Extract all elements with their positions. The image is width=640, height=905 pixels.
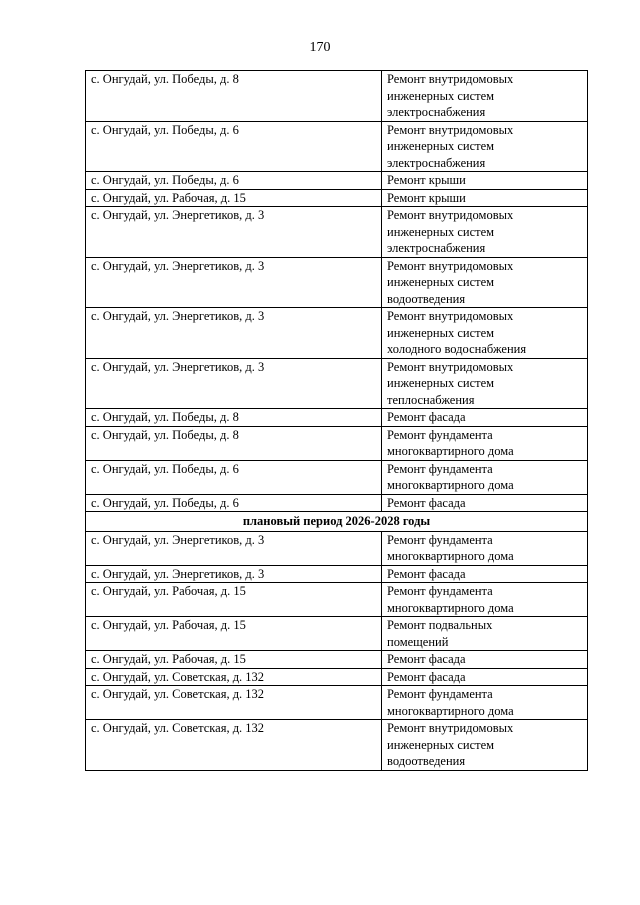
repair-works-table — [85, 70, 588, 771]
address-text: с. Онгудай, ул. Победы, д. 6 — [91, 122, 239, 137]
work-type-cell — [382, 257, 588, 308]
work-type-text: Ремонт крыши — [387, 173, 466, 187]
address-cell — [86, 409, 382, 427]
table-row — [86, 257, 588, 308]
page-number: 170 — [309, 40, 331, 55]
work-type-cell — [382, 494, 588, 512]
table-row — [86, 565, 588, 583]
address-text: с. Онгудай, ул. Рабочая, д. 15 — [91, 652, 246, 666]
work-type-text: Ремонт подвальных помещений — [387, 618, 493, 649]
address-text: с. Онгудай, ул. Победы, д. 8 — [91, 410, 239, 424]
address-text: с. Онгудай, ул. Энергетиков, д. 3 — [91, 359, 265, 374]
address-cell — [86, 651, 382, 669]
section-title: плановый период 2026-2028 годы — [86, 512, 588, 532]
work-type-cell — [382, 358, 588, 409]
address-text: с. Онгудай, ул. Советская, д. 132 — [91, 721, 265, 735]
work-type-cell — [382, 460, 588, 494]
table-row — [86, 617, 588, 651]
work-type-text: Ремонт фундамента многоквартирного дома — [387, 687, 514, 718]
address-text: с. Онгудай, ул. Победы, д. 8 — [91, 427, 239, 442]
work-type-cell — [382, 189, 588, 207]
table-row — [86, 668, 588, 686]
table-row — [86, 686, 588, 720]
work-type-cell — [382, 720, 588, 771]
work-type-text: Ремонт крыши — [387, 190, 466, 205]
address-cell — [86, 668, 382, 686]
work-type-text: Ремонт внутридомовых инженерных систем электроснабжения — [387, 208, 514, 255]
work-type-cell — [382, 617, 588, 651]
table-row — [86, 189, 588, 207]
address-text: с. Онгудай, ул. Победы, д. 6 — [91, 461, 239, 476]
address-text: с. Онгудай, ул. Энергетиков, д. 3 — [91, 258, 265, 273]
table-row — [86, 71, 588, 122]
work-type-cell — [382, 409, 588, 427]
work-type-cell — [382, 531, 588, 565]
address-text: с. Онгудай, ул. Победы, д. 6 — [91, 495, 239, 510]
work-type-text: Ремонт внутридомовых инженерных систем электроснабжения — [387, 122, 514, 170]
address-text: с. Онгудай, ул. Энергетиков, д. 3 — [91, 532, 265, 547]
table-row — [86, 651, 588, 669]
work-type-cell — [382, 426, 588, 460]
table-row — [86, 121, 588, 172]
address-text: с. Онгудай, ул. Рабочая, д. 15 — [91, 584, 246, 598]
work-type-text: Ремонт внутридомовых инженерных систем холодного водоснабжения — [387, 309, 527, 356]
address-cell — [86, 720, 382, 771]
work-type-text: Ремонт фундамента многоквартирного дома — [387, 461, 514, 492]
address-text: с. Онгудай, ул. Рабочая, д. 15 — [91, 190, 246, 205]
address-text: с. Онгудай, ул. Рабочая, д. 15 — [91, 618, 246, 632]
work-type-cell — [382, 121, 588, 172]
table-row — [86, 308, 588, 359]
work-type-text: Ремонт фасада — [387, 566, 466, 581]
address-cell — [86, 460, 382, 494]
address-cell — [86, 257, 382, 308]
work-type-text: Ремонт фасада — [387, 669, 466, 684]
address-cell — [86, 426, 382, 460]
work-type-text: Ремонт фундамента многоквартирного дома — [387, 427, 514, 458]
address-cell — [86, 531, 382, 565]
work-type-cell — [382, 565, 588, 583]
address-cell — [86, 172, 382, 190]
address-cell — [86, 686, 382, 720]
work-type-cell — [382, 583, 588, 617]
table-row — [86, 494, 588, 512]
table-row — [86, 426, 588, 460]
address-cell — [86, 308, 382, 359]
address-cell — [86, 207, 382, 258]
address-text: с. Онгудай, ул. Энергетиков, д. 3 — [91, 208, 265, 222]
address-text: с. Онгудай, ул. Советская, д. 132 — [91, 669, 265, 684]
table-row — [86, 583, 588, 617]
table-row — [86, 409, 588, 427]
address-cell — [86, 121, 382, 172]
address-cell — [86, 565, 382, 583]
repair-works-table-body — [86, 71, 588, 771]
work-type-cell — [382, 207, 588, 258]
address-text: с. Онгудай, ул. Энергетиков, д. 3 — [91, 566, 265, 581]
work-type-text: Ремонт внутридомовых инженерных систем водоотведения — [387, 721, 514, 768]
section-header-row — [86, 512, 588, 532]
address-text: с. Онгудай, ул. Победы, д. 8 — [91, 72, 239, 86]
work-type-text: Ремонт фасада — [387, 495, 466, 510]
address-cell — [86, 494, 382, 512]
table-row — [86, 207, 588, 258]
work-type-text: Ремонт фасада — [387, 410, 466, 424]
work-type-cell — [382, 308, 588, 359]
work-type-text: Ремонт фасада — [387, 652, 466, 666]
work-type-cell — [382, 668, 588, 686]
work-type-text: Ремонт внутридомовых инженерных систем электроснабжения — [387, 72, 514, 119]
work-type-text: Ремонт фундамента многоквартирного дома — [387, 584, 514, 615]
address-text: с. Онгудай, ул. Энергетиков, д. 3 — [91, 309, 265, 323]
table-row — [86, 531, 588, 565]
table-row — [86, 720, 588, 771]
work-type-cell — [382, 71, 588, 122]
address-cell — [86, 71, 382, 122]
address-cell — [86, 358, 382, 409]
table-row — [86, 460, 588, 494]
table-row — [86, 172, 588, 190]
address-cell — [86, 189, 382, 207]
address-text: с. Онгудай, ул. Советская, д. 132 — [91, 687, 265, 701]
table-row — [86, 358, 588, 409]
address-cell — [86, 583, 382, 617]
work-type-cell — [382, 686, 588, 720]
work-type-text: Ремонт фундамента многоквартирного дома — [387, 532, 514, 563]
address-text: с. Онгудай, ул. Победы, д. 6 — [91, 173, 239, 187]
work-type-cell — [382, 172, 588, 190]
address-cell — [86, 617, 382, 651]
work-type-cell — [382, 651, 588, 669]
work-type-text: Ремонт внутридомовых инженерных систем водоотведения — [387, 258, 514, 306]
work-type-text: Ремонт внутридомовых инженерных систем теплоснабжения — [387, 359, 514, 407]
